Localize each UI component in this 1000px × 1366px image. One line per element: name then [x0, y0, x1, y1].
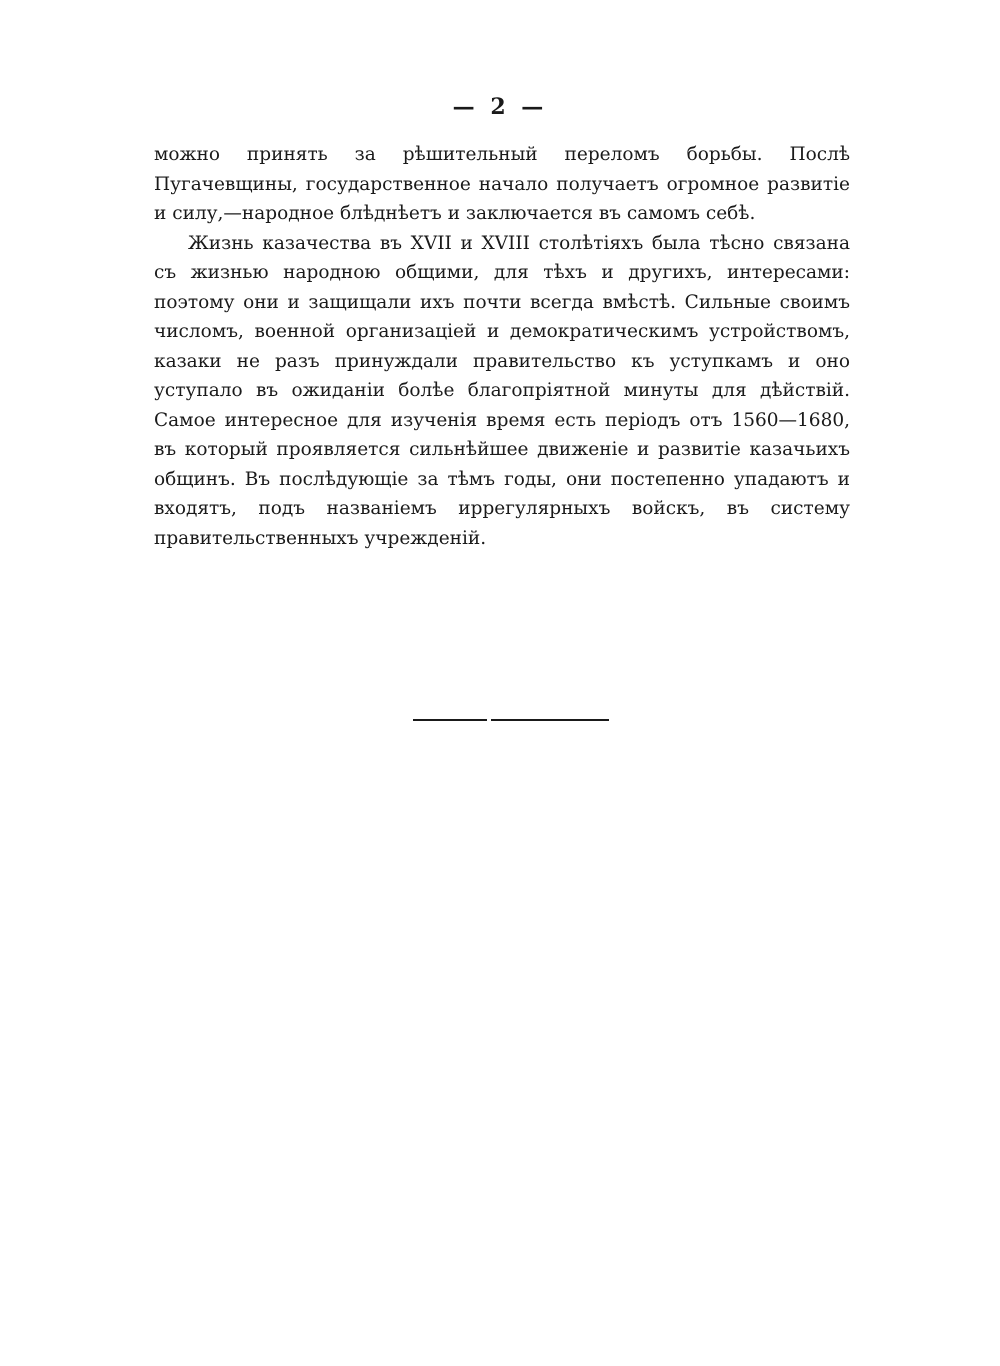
paragraph-continuation: можно принять за рѣшительный переломъ борьбы. Послѣ Пугачевщины, государственное начало получаетъ огромное развитіе и силу,—народное блѣднѣетъ и заключается въ самомъ себѣ.	[154, 144, 850, 224]
end-rule-left	[413, 719, 487, 721]
body-text	[154, 140, 850, 553]
page-number: — 2 —	[452, 94, 548, 120]
paragraph-cossack-life: Жизнь казачества въ XVII и XVIII столѣтіяхъ была тѣсно связана съ жизнью народною общими, для тѣхъ и другихъ, интересами: поэтому они и защищали ихъ почти всегда вмѣстѣ. Сильные своимъ числомъ, военной организаціей и демократическимъ устройствомъ, казаки не разъ принуждали правительство къ уступкамъ и оно уступало въ ожиданіи болѣе благопріятной минуты для дѣйствій. Самое интересное для изученія время есть періодъ отъ 1560—1680, въ который проявляется сильнѣйшее движеніе и развитіе казачьихъ общинъ. Въ послѣдующіе за тѣмъ годы, они постепенно упадаютъ и входятъ, подъ названіемъ иррегулярныхъ войскъ, въ систему правительственныхъ учрежденій.	[154, 232, 850, 549]
end-rule-right	[491, 719, 609, 721]
